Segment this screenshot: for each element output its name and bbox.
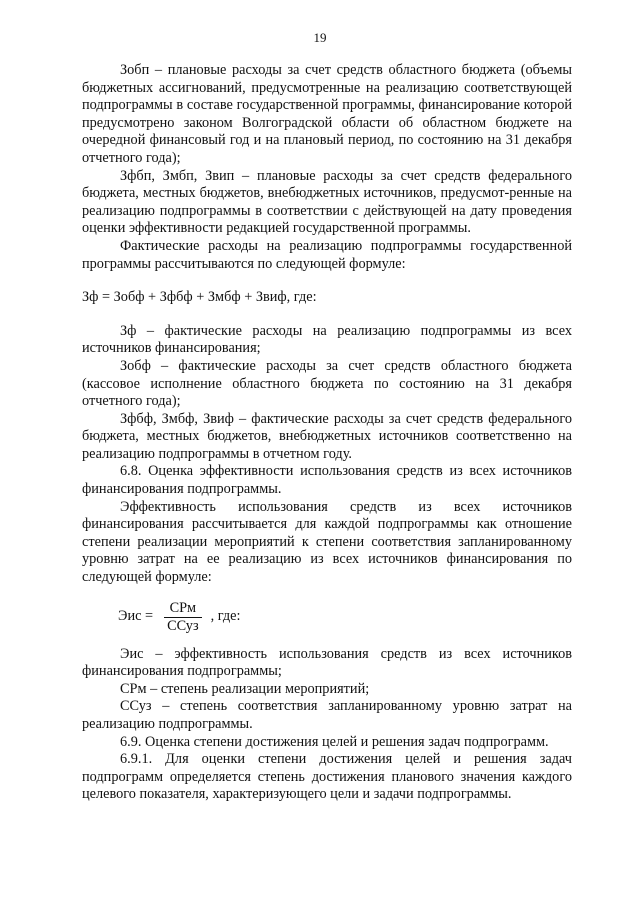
formula-suffix: , где: [210, 608, 241, 625]
formula-efficiency [82, 601, 572, 634]
paragraph-ssuz-def: ССуз – степень соответствия запланированному уровню затрат на реализацию подпрограммы. [82, 698, 572, 732]
page-number: 19 [313, 30, 327, 45]
fraction-denominator: ССуз [167, 617, 199, 634]
paragraph-efficiency-intro: Эффективность использования средств из всех источников финансирования рассчитывается для каждой подпрограммы как отношение степени реализации мероприятий к степени соответствия запланированному уровню затрат на ее реализацию из всех источников финансирования по следующей формуле: [82, 498, 572, 586]
formula-actual-expenses: Зф = Зобф + Зфбф + Змбф + Звиф, где: [82, 289, 317, 306]
section-6-8-heading: 6.8. Оценка эффективности использования средств из всех источников финансирования подпрограммы. [82, 463, 572, 498]
paragraph-zf-def: Зф – фактические расходы на реализацию подпрограммы из всех источников финансирования; [82, 322, 572, 357]
paragraph-zob-fact-def: Зобф – фактические расходы за счет средств областного бюджета (кассовое исполнение областного бюджета по состоянию на 31 декабря отчетного года); [82, 357, 572, 410]
paragraph-zfb-fact-def: Зфбф, Змбф, Звиф – фактические расходы за счет средств федерального бюджета, местных бюджетов, внебюджетных источников соответственно на реализацию подпрограммы в отчетном году. [82, 410, 572, 462]
paragraph-zfb-plan: Зфбп, Змбп, Звип – плановые расходы за счет средств федерального бюджета, местных бюджетов, внебюджетных источников, предусмот-ренные на реализацию подпрограммы в соответствии с действующей на дату проведения оценки эффективности редакцией государственной программы. [82, 167, 572, 237]
paragraph-eis-def: Эис – эффективность использования средств из всех источников финансирования подпрограммы; [82, 645, 572, 680]
paragraph-zob-plan: Зобп – плановые расходы за счет средств областного бюджета (объемы бюджетных ассигнований, предусмотренные на реализацию соответствующей подпрограммы в составе государственной программы, финансирование которой предусмотрено законом Волгоградской области об областном бюджете на очередной финансовый год и на плановый период, по состоянию на 31 декабря отчетного года); [82, 62, 572, 166]
body-text [82, 62, 572, 804]
fraction-numerator: СРм [164, 601, 203, 618]
formula-lhs: Эис = [118, 608, 154, 625]
paragraph-6-9-1: 6.9.1. Для оценки степени достижения целей и решения задач подпрограмм определяется степень достижения планового значения каждого целевого показателя, характеризующего цели и задачи подпрограммы. [82, 751, 572, 803]
fraction [161, 601, 205, 634]
paragraph-srm-def: СРм – степень реализации мероприятий; [120, 680, 370, 697]
paragraph-actual-intro: Фактические расходы на реализацию подпрограммы государственной программы рассчитываются по следующей формуле: [82, 237, 572, 272]
section-6-9-heading: 6.9. Оценка степени достижения целей и решения задач подпрограмм. [120, 733, 549, 750]
